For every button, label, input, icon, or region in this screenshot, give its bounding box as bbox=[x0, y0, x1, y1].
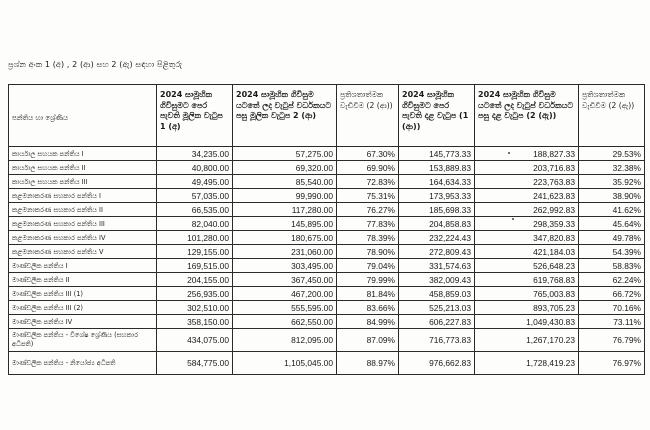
basic-after-cell: 99,990.00 bbox=[233, 189, 337, 203]
gross-before-cell: 331,574.63 bbox=[399, 259, 475, 273]
table-row bbox=[9, 287, 645, 301]
gross-before-cell: 525,213.03 bbox=[399, 301, 475, 315]
category-cell: කාර්යාල සහයක පන්තිය II bbox=[9, 161, 157, 175]
category-cell: කාර්යාල සහයක පන්තිය I bbox=[9, 147, 157, 161]
basic-after-cell: 467,200.00 bbox=[233, 287, 337, 301]
gross-before-cell: 606,227.83 bbox=[399, 315, 475, 329]
basic-increase-cell: 78.90% bbox=[337, 245, 399, 259]
basic-increase-cell: 76.27% bbox=[337, 203, 399, 217]
basic-increase-cell: 87.09% bbox=[337, 329, 399, 352]
gross-increase-cell: 70.16% bbox=[579, 301, 645, 315]
basic-increase-cell: 75.31% bbox=[337, 189, 399, 203]
basic-after-cell: 85,540.00 bbox=[233, 175, 337, 189]
gross-increase-cell: 35.92% bbox=[579, 175, 645, 189]
table-row bbox=[9, 203, 645, 217]
basic-after-cell: 303,495.00 bbox=[233, 259, 337, 273]
basic-increase-cell: 72.83% bbox=[337, 175, 399, 189]
category-cell: මාණ්ඩලික පන්තිය II bbox=[9, 273, 157, 287]
gross-after-cell: 526,648.23 bbox=[475, 259, 579, 273]
gross-increase-cell: 54.39% bbox=[579, 245, 645, 259]
category-cell: කළමනාකරණ සහකාර පන්තිය III bbox=[9, 217, 157, 231]
table-row bbox=[9, 301, 645, 315]
gross-after-cell: 1,267,170.23 bbox=[475, 329, 579, 352]
category-cell: මාණ්ඩලික පන්තිය I bbox=[9, 259, 157, 273]
gross-after-cell: 203,716.83 bbox=[475, 161, 579, 175]
basic-after-cell: 662,550.00 bbox=[233, 315, 337, 329]
basic-after-cell: 1,105,045.00 bbox=[233, 352, 337, 375]
gross-before-cell: 185,698.33 bbox=[399, 203, 475, 217]
gross-increase-cell: 58.83% bbox=[579, 259, 645, 273]
gross-after-cell: 347,820.83 bbox=[475, 231, 579, 245]
table-row bbox=[9, 161, 645, 175]
category-cell: කළමනාකරණ සහකාර පන්තිය IV bbox=[9, 231, 157, 245]
gross-after-cell: 241,623.83 bbox=[475, 189, 579, 203]
basic-increase-cell: 83.66% bbox=[337, 301, 399, 315]
basic-before-cell: 358,150.00 bbox=[157, 315, 233, 329]
table-row bbox=[9, 245, 645, 259]
basic-increase-cell: 88.97% bbox=[337, 352, 399, 375]
gross-increase-cell: 41.62% bbox=[579, 203, 645, 217]
gross-after-cell: 765,003.83 bbox=[475, 287, 579, 301]
gross-before-cell: 164,634.33 bbox=[399, 175, 475, 189]
header-basic-before: 2024 සාමූහික ගිවිසුමට පෙර පැවති මූලික වැටුප 1 (අ) bbox=[157, 85, 233, 147]
basic-before-cell: 434,075.00 bbox=[157, 329, 233, 352]
basic-before-cell: 66,535.00 bbox=[157, 203, 233, 217]
table-caption: ප්‍රශ්න අංක 1 (අ) , 2 (ආ) සහ 2 (ඇ) සඳහා පිළිතුරු bbox=[8, 60, 183, 69]
scan-speck bbox=[512, 218, 514, 220]
basic-before-cell: 82,040.00 bbox=[157, 217, 233, 231]
basic-after-cell: 69,320.00 bbox=[233, 161, 337, 175]
table-row bbox=[9, 259, 645, 273]
gross-after-cell: 1,728,419.23 bbox=[475, 352, 579, 375]
category-cell: මාණ්ඩලික පන්තිය III (2) bbox=[9, 301, 157, 315]
basic-before-cell: 169,515.00 bbox=[157, 259, 233, 273]
gross-before-cell: 458,859.03 bbox=[399, 287, 475, 301]
gross-after-cell: 893,705.23 bbox=[475, 301, 579, 315]
gross-increase-cell: 38.90% bbox=[579, 189, 645, 203]
gross-after-cell: 223,763.83 bbox=[475, 175, 579, 189]
gross-after-cell: 188,827.33 bbox=[475, 147, 579, 161]
gross-after-cell: 1,049,430.83 bbox=[475, 315, 579, 329]
gross-before-cell: 272,809.43 bbox=[399, 245, 475, 259]
gross-increase-cell: 66.72% bbox=[579, 287, 645, 301]
basic-increase-cell: 67.30% bbox=[337, 147, 399, 161]
basic-before-cell: 584,775.00 bbox=[157, 352, 233, 375]
gross-after-cell: 619,768.83 bbox=[475, 273, 579, 287]
category-cell: මාණ්ඩලික පන්තිය IV bbox=[9, 315, 157, 329]
gross-increase-cell: 73.11% bbox=[579, 315, 645, 329]
basic-after-cell: 117,280.00 bbox=[233, 203, 337, 217]
category-cell: කළමනාකරණ සහකාර පන්තිය II bbox=[9, 203, 157, 217]
header-gross-after: 2024 සාමූහික ගිවිසුම යටතේ ලද වැටුප් වර්ධකයට පසු දළ වැටුප (2 (ඇ)) bbox=[475, 85, 579, 147]
gross-before-cell: 382,009.43 bbox=[399, 273, 475, 287]
basic-before-cell: 57,035.00 bbox=[157, 189, 233, 203]
gross-after-cell: 421,184.03 bbox=[475, 245, 579, 259]
header-gross-before: 2024 සාමූහික ගිවිසුමට පෙර පැවති දළ වැටුප (1 (ආ)) bbox=[399, 85, 475, 147]
table-row bbox=[9, 189, 645, 203]
basic-increase-cell: 81.84% bbox=[337, 287, 399, 301]
basic-before-cell: 204,155.00 bbox=[157, 273, 233, 287]
gross-before-cell: 173,953.33 bbox=[399, 189, 475, 203]
category-cell: මාණ්ඩලික පන්තිය - නියෝජ්‍ය අධිපති bbox=[9, 352, 157, 375]
gross-before-cell: 716,773.83 bbox=[399, 329, 475, 352]
gross-increase-cell: 32.38% bbox=[579, 161, 645, 175]
table-row bbox=[9, 329, 645, 352]
basic-increase-cell: 78.39% bbox=[337, 231, 399, 245]
category-cell: කාර්යාල සහයක පන්තිය III bbox=[9, 175, 157, 189]
basic-increase-cell: 77.83% bbox=[337, 217, 399, 231]
basic-before-cell: 49,495.00 bbox=[157, 175, 233, 189]
category-cell: මාණ්ඩලික පන්තිය - විශේෂ ශ්‍රේණිය (සහකාර අධිපති) bbox=[9, 329, 157, 352]
header-gross-increase: ප්‍රතිශතාත්මක වැඩිවීම (2 (ඇ)) bbox=[579, 85, 645, 147]
basic-after-cell: 57,275.00 bbox=[233, 147, 337, 161]
gross-before-cell: 145,773.33 bbox=[399, 147, 475, 161]
gross-after-cell: 298,359.33 bbox=[475, 217, 579, 231]
gross-increase-cell: 76.79% bbox=[579, 329, 645, 352]
table-row bbox=[9, 315, 645, 329]
gross-before-cell: 204,858.83 bbox=[399, 217, 475, 231]
header-row bbox=[9, 85, 645, 147]
gross-before-cell: 153,889.83 bbox=[399, 161, 475, 175]
basic-before-cell: 302,510.00 bbox=[157, 301, 233, 315]
basic-before-cell: 256,935.00 bbox=[157, 287, 233, 301]
basic-after-cell: 231,060.00 bbox=[233, 245, 337, 259]
basic-after-cell: 180,675.00 bbox=[233, 231, 337, 245]
basic-increase-cell: 79.99% bbox=[337, 273, 399, 287]
basic-before-cell: 40,800.00 bbox=[157, 161, 233, 175]
gross-increase-cell: 29.53% bbox=[579, 147, 645, 161]
header-category: පන්තිය හා ශ්‍රේණිය bbox=[9, 85, 157, 147]
basic-increase-cell: 84.99% bbox=[337, 315, 399, 329]
table-row bbox=[9, 147, 645, 161]
gross-increase-cell: 45.64% bbox=[579, 217, 645, 231]
basic-after-cell: 812,095.00 bbox=[233, 329, 337, 352]
table-row bbox=[9, 217, 645, 231]
basic-before-cell: 129,155.00 bbox=[157, 245, 233, 259]
header-basic-increase: ප්‍රතිශතාත්මක වැඩිවීම (2 (ආ)) bbox=[337, 85, 399, 147]
gross-increase-cell: 49.78% bbox=[579, 231, 645, 245]
gross-before-cell: 232,224.43 bbox=[399, 231, 475, 245]
gross-after-cell: 262,992.83 bbox=[475, 203, 579, 217]
header-basic-after: 2024 සාමූහික ගිවිසුම යටතේ ලද වැටුප් වර්ධකයට පසු මූලික වැටුප 2 (ආ) bbox=[233, 85, 337, 147]
category-cell: කළමනාකරණ සහකාර පන්තිය I bbox=[9, 189, 157, 203]
basic-after-cell: 145,895.00 bbox=[233, 217, 337, 231]
category-cell: කළමනාකරණ සහකාර පන්තිය V bbox=[9, 245, 157, 259]
gross-increase-cell: 76.97% bbox=[579, 352, 645, 375]
table-row bbox=[9, 231, 645, 245]
basic-after-cell: 367,450.00 bbox=[233, 273, 337, 287]
basic-after-cell: 555,595.00 bbox=[233, 301, 337, 315]
salary-table bbox=[8, 84, 645, 375]
basic-increase-cell: 69.90% bbox=[337, 161, 399, 175]
basic-before-cell: 101,280.00 bbox=[157, 231, 233, 245]
table-row bbox=[9, 352, 645, 375]
table-row bbox=[9, 273, 645, 287]
gross-increase-cell: 62.24% bbox=[579, 273, 645, 287]
table-row bbox=[9, 175, 645, 189]
gross-before-cell: 976,662.83 bbox=[399, 352, 475, 375]
basic-increase-cell: 79.04% bbox=[337, 259, 399, 273]
scan-speck bbox=[508, 152, 510, 154]
category-cell: මාණ්ඩලික පන්තිය III (1) bbox=[9, 287, 157, 301]
basic-before-cell: 34,235.00 bbox=[157, 147, 233, 161]
